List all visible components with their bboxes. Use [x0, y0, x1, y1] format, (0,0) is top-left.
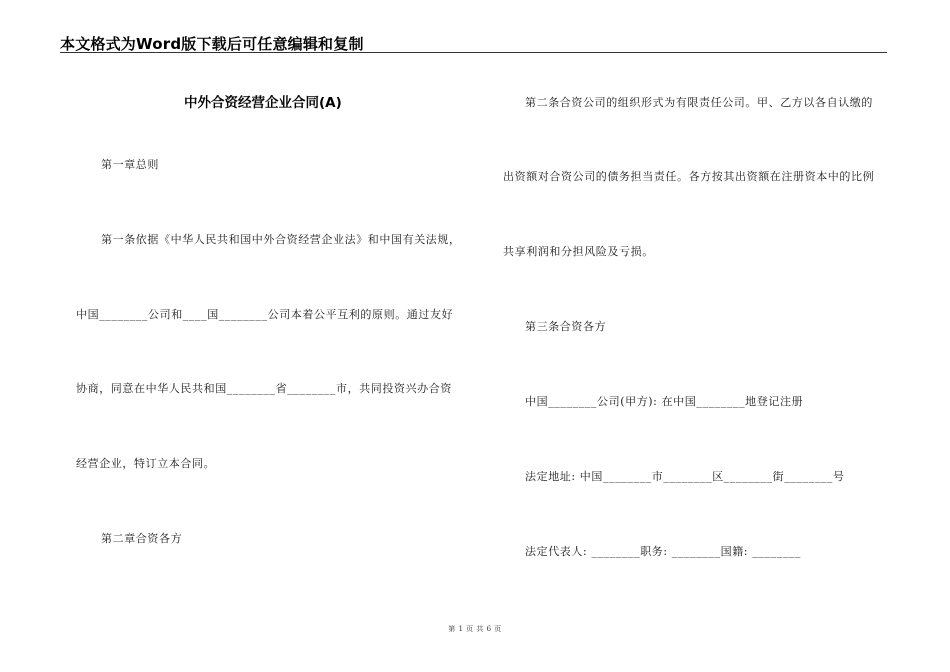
paragraph-line: 中国________公司(甲方): 在中国________地登记注册	[525, 395, 804, 408]
chapter-heading: 第二章合资各方	[101, 532, 183, 545]
paragraph-line: 法定地址: 中国________市________区________街________号	[525, 470, 845, 483]
paragraph-line: 中国________公司和____国________公司本着公平互利的原则。通过友好	[76, 308, 454, 321]
paragraph-line: 第一条依据《中华人民共和国中外合资经营企业法》和中国有关法规，	[101, 233, 461, 246]
paragraph-line: 经营企业，特订立本合同。	[76, 457, 216, 470]
paragraph-line: 第二条合资公司的组织形式为有限责任公司。甲、乙方以各自认缴的	[525, 96, 873, 109]
paragraph-line: 共享利润和分担风险及亏损。	[503, 245, 654, 258]
chapter-heading: 第一章总则	[101, 158, 159, 171]
document-header-title: 本文格式为Word版下载后可任意编辑和复制	[60, 35, 364, 53]
article-heading: 第三条合资各方	[525, 320, 607, 333]
paragraph-line: 协商，同意在中华人民共和国________省________市，共同投资兴办合资	[76, 382, 452, 395]
paragraph-line: 出资额对合资公司的债务担当责任。各方按其出资额在注册资本中的比例	[503, 170, 875, 183]
page-footer: 第 1 页 共 6 页	[448, 625, 502, 633]
header-divider	[60, 52, 887, 53]
document-title: 中外合资经营企业合同(A)	[184, 95, 342, 111]
paragraph-line: 法定代表人: ________职务: ________国籍: ________	[525, 545, 802, 558]
